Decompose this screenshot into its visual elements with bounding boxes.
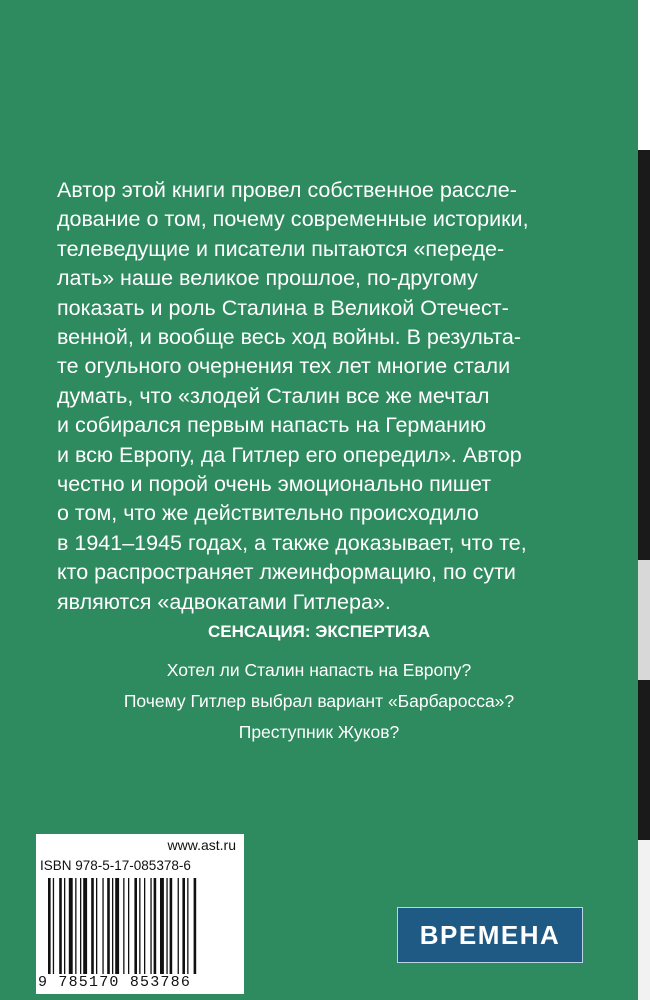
book-blurb — [57, 176, 617, 617]
barcode-bars — [48, 878, 232, 974]
blurb-line: те огульного очернения тех лет многие стали — [57, 354, 511, 379]
blurb-line: телеведущие и писатели пытаются «переде- — [57, 236, 505, 261]
blurb-line: и собирался первым напасть на Германию — [57, 413, 487, 438]
publisher-logo-text: ВРЕМЕНА — [419, 919, 561, 950]
blurb-line: кто распространяет лжеинформацию, по сути — [57, 560, 516, 585]
blurb-line: лать» наше великое прошлое, по-другому — [57, 266, 478, 291]
series-heading: СЕНСАЦИЯ: ЭКСПЕРТИЗА — [208, 622, 430, 641]
blurb-line: Автор этой книги провел собственное рассле- — [57, 178, 517, 202]
edge-dark-strip — [638, 150, 650, 840]
blurb-line: венной, и вообще весь ход войны. В результа- — [57, 325, 522, 350]
blurb-line: и всю Европу, да Гитлер его опередил». Автор — [57, 442, 522, 467]
edge-white-strip — [638, 840, 650, 1000]
question-item: Хотел ли Сталин напасть на Европу? — [166, 660, 472, 680]
isbn-text: ISBN 978-5-17-085378-6 — [40, 858, 191, 873]
blurb-line: думать, что «злодей Сталин все же мечтал — [57, 383, 490, 408]
blurb-line: в 1941–1945 годах, а также доказывает, что те, — [57, 530, 527, 555]
question-item: Почему Гитлер выбрал вариант «Барбаросса»? — [123, 691, 515, 711]
edge-light-strip — [638, 560, 650, 680]
blurb-line: дование о том, почему современные историки, — [57, 207, 529, 232]
publisher-website: www.ast.ru — [167, 837, 236, 853]
blurb-line: о том, что же действительно происходило — [57, 501, 479, 526]
blurb-line: являются «адвокатами Гитлера». — [57, 589, 391, 614]
question-list — [0, 655, 638, 748]
blurb-line: показать и роль Сталина в Великой Отечест- — [57, 295, 509, 320]
publisher-logo — [397, 907, 583, 963]
question-item: Преступник Жуков? — [238, 722, 400, 742]
ean-digits: 9 785170 853786 — [38, 974, 192, 991]
adjacent-spine-edge — [638, 0, 650, 1000]
blurb-line: честно и порой очень эмоционально пишет — [57, 472, 492, 497]
barcode-panel — [36, 834, 244, 994]
